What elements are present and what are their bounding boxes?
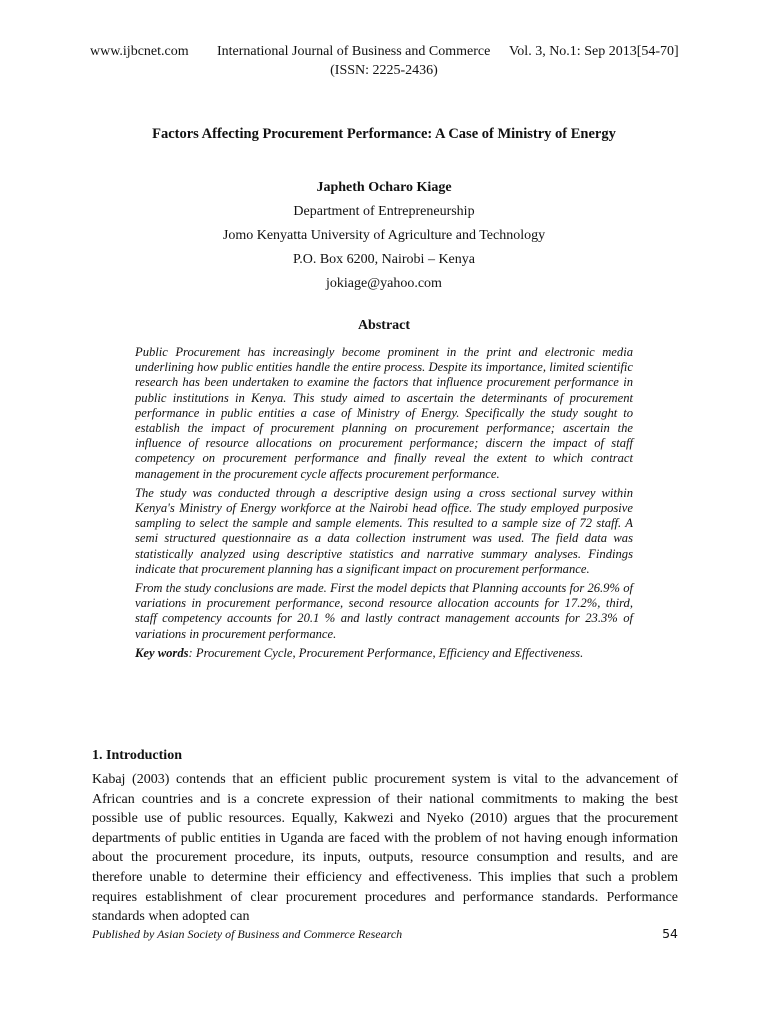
introduction-body	[92, 770, 678, 927]
author-university: Jomo Kenyatta University of Agriculture and Technology	[222, 228, 546, 243]
abstract-paragraph: The study was conducted through a descriptive design using a cross sectional survey within Kenya's Ministry of Energy workforce at the Nairobi head office. The study employed purposive sampling to select the sample and sample elements. This resulted to a sample size of 72 staff. A semi structured questionnaire as a data collection instrument was used. The field data was statistically analyzed using descriptive statistics and narrative summary analyses. Findings indicate that procurement planning has a significant impact on procurement performance.	[135, 485, 633, 576]
keywords-label: Key words	[135, 645, 189, 660]
author-department: Department of Entrepreneurship	[293, 204, 475, 219]
author-address: P.O. Box 6200, Nairobi – Kenya	[293, 252, 475, 267]
header-issn: (ISSN: 2225-2436)	[330, 63, 438, 78]
abstract-heading: Abstract	[357, 318, 411, 333]
author-email[interactable]: jokiage@yahoo.com	[326, 276, 442, 291]
keywords-list: : Procurement Cycle, Procurement Performance, Efficiency and Effectiveness.	[188, 645, 584, 660]
author-block	[0, 176, 768, 296]
header-volume: Vol. 3, No.1: Sep 2013[54-70]	[509, 44, 679, 59]
keywords-line	[135, 646, 633, 661]
header-website[interactable]: www.ijbcnet.com	[90, 44, 189, 59]
introduction-paragraph: Kabaj (2003) contends that an efficient public procurement system is vital to the advancement of African countries and is a concrete expression of their national commitments to making the best possible use of public resources. Equally, Kakwezi and Nyeko (2010) argues that the procurement departments of public entities in Uganda are faced with the problem of not having enough information about the procurement procedure, its inputs, outputs, resource consumption and results, and are therefore unable to determine their efficiency and effectiveness. This implies that such a problem requires establishment of clear procurement procedures and performance standards. Performance standards when adopted can	[92, 772, 678, 925]
paper-title: Factors Affecting Procurement Performance: A Case of Ministry of Energy	[152, 126, 616, 142]
abstract-paragraph: Public Procurement has increasingly become prominent in the print and electronic media underlining how public entities handle the entire process. Despite its importance, limited scientific research has been undertaken to examine the factors that influence procurement performance in public institutions in Kenya. This study aimed to ascertain the determinants of procurement performance in public entities a case of Ministry of Energy. Specifically the study sought to establish the impact of procurement planning on procurement performance; ascertain the influence of resource allocations on procurement performance; discern the impact of staff competency on procurement performance and finally reveal the extent to which contract management in the procurement cycle affects procurement performance.	[135, 345, 633, 481]
introduction-heading: 1. Introduction	[92, 748, 182, 763]
header-journal-name: International Journal of Business and Commerce	[217, 44, 491, 59]
author-name: Japheth Ocharo Kiage	[316, 180, 452, 195]
abstract-paragraph: From the study conclusions are made. First the model depicts that Planning accounts for 26.9% of variations in procurement performance, second resource allocation accounts for 17.2%, third, staff competency accounts for 20.1 % and lastly contract management accounts for 23.3% of variations in procurement performance.	[135, 581, 633, 641]
footer-publisher: Published by Asian Society of Business and Commerce Research	[92, 927, 403, 941]
abstract-body	[135, 345, 633, 665]
footer-page-number: 54	[662, 926, 678, 941]
